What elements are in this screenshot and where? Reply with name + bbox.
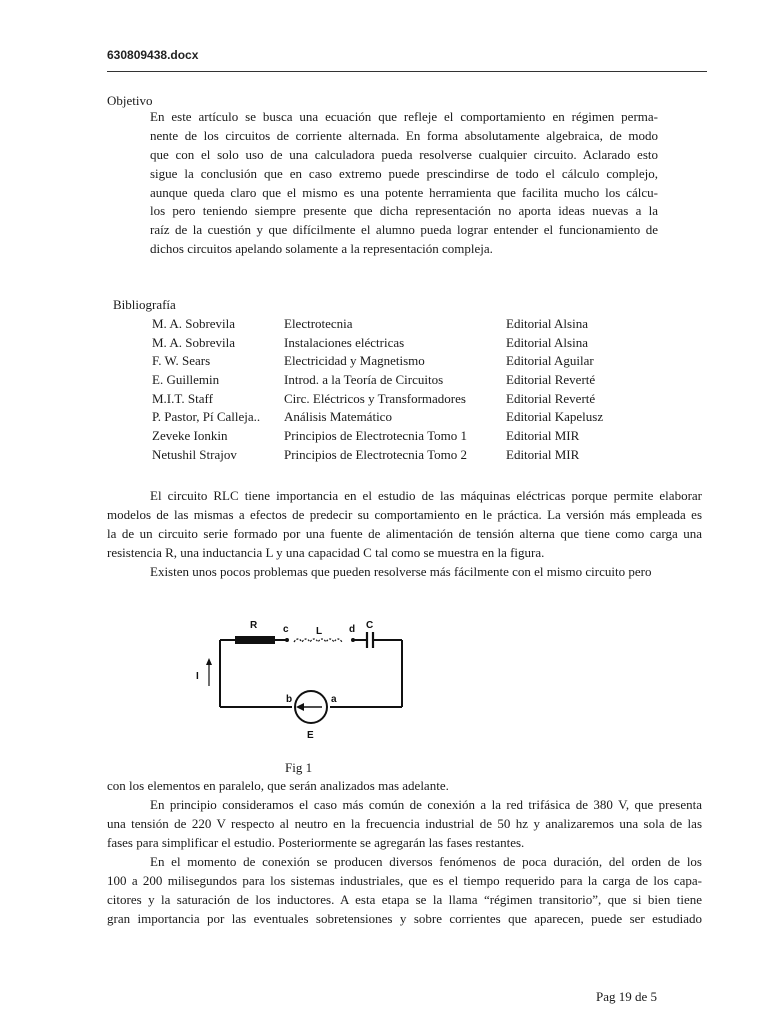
section-heading-bibliografia: Bibliografía (113, 297, 176, 312)
bib-title: Circ. Eléctricos y Transformadores (284, 390, 466, 406)
current-arrow-icon (206, 658, 212, 665)
inductor-symbol (294, 639, 342, 642)
label-I: I (196, 671, 199, 682)
bib-publisher: Editorial Reverté (506, 372, 596, 388)
text-line: con los elementos en paralelo, que serán analizados mas adelante. (107, 778, 449, 793)
document-filename: 630809438.docx (107, 48, 199, 62)
bib-author: M. A. Sobrevila (152, 334, 236, 350)
label-C: C (366, 620, 374, 631)
label-a: a (331, 694, 337, 705)
text-line: citores y la saturación de los inductores. A esta etapa se la llama “régimen transitorio”, que si bien tiene (107, 892, 702, 907)
bib-title: Instalaciones eléctricas (284, 334, 405, 350)
bib-publisher: Editorial Kapelusz (506, 409, 604, 425)
text-line: En principio consideramos el caso más común de conexión a la red trifásica de 380 V, que presenta (150, 797, 702, 812)
bib-author: M. A. Sobrevila (152, 316, 236, 331)
label-d: d (349, 624, 356, 635)
text-line: Existen unos pocos problemas que pueden resolverse más fácilmente con el mismo circuito pero (150, 564, 652, 579)
objetivo-paragraph (150, 108, 658, 259)
page-number: Pag 19 de 5 (596, 989, 658, 1004)
text-line: raíz de la cuestión y que difícilmente el alumno pueda lograr entender el funcionamiento de (150, 222, 658, 238)
bib-author: E. Guillemin (152, 372, 220, 388)
bib-publisher: Editorial MIR (506, 428, 580, 444)
text-line: En este artículo se busca una ecuación que refleje el comportamiento en régimen perma- (150, 109, 658, 124)
bib-publisher: Editorial Aguilar (506, 353, 594, 369)
bib-title: Electricidad y Magnetismo (284, 353, 425, 369)
figure-caption: Fig 1 (285, 760, 313, 775)
bib-publisher: Editorial Alsina (506, 316, 588, 331)
bib-title: Principios de Electrotecnia Tomo 1 (284, 428, 467, 444)
resistor-symbol (235, 636, 275, 644)
label-R: R (250, 620, 258, 631)
section-heading-objetivo: Objetivo (107, 93, 153, 108)
text-line: que con el solo uso de una calculadora pueda resolverse cualquier circuito. Aclarado esto (150, 146, 658, 162)
text-line: resistencia R, una inductancia L y una capacidad C tal como se muestra en la figura. (107, 545, 545, 560)
bib-author: M.I.T. Staff (152, 390, 213, 406)
bib-title: Análisis Matemático (284, 409, 392, 425)
text-line: En el momento de conexión se producen diversos fenómenos de poca duración, del orden de los (150, 854, 702, 869)
parallel-paragraph (107, 776, 702, 928)
text-line: nente de los circuitos de corriente alternada. En forma absolutamente algebraica, de modo (150, 127, 658, 143)
text-line: una tensión de 220 V respecto al neutro en la frecuencia industrial de 50 hz y analizaremos una sola de las (107, 816, 702, 831)
text-line: dichos circuitos apelando solamente a la representación compleja. (150, 241, 493, 257)
bib-author: Zeveke Ionkin (152, 428, 228, 444)
text-line: gran importancia por las eventuales sobretensiones y sobre corrientes que aparecen, puede ser estudiado (107, 911, 702, 926)
text-line: 100 a 200 milisegundos para los sistemas industriales, que es el tiempo requerido para la carga de los capa- (107, 873, 702, 888)
label-L: L (316, 626, 323, 637)
bib-title: Electrotecnia (284, 316, 353, 331)
bib-title: Principios de Electrotecnia Tomo 2 (284, 446, 467, 462)
rlc-intro-paragraph (107, 486, 702, 581)
text-line: la de un circuito serie formado por una fuente de alimentación de tensión alterna que tiene como carga una (107, 526, 702, 541)
rlc-circuit-diagram (190, 608, 430, 748)
bib-publisher: Editorial Reverté (506, 390, 596, 406)
label-c: c (283, 624, 289, 635)
text-line: fases para simplificar el estudio. Posteriormente se agregarán las fases restantes. (107, 835, 525, 850)
text-line: modelos de las mismas a efectos de predecir su comportamiento en le práctica. La versión más empleada es (107, 507, 702, 522)
label-b: b (286, 694, 293, 705)
label-E: E (307, 730, 314, 741)
header-divider (107, 71, 707, 72)
bib-publisher: Editorial MIR (506, 446, 580, 462)
text-line: sigue la conclusión que en caso extremo puede prescindirse de todo el cálculo complejo, (150, 165, 658, 181)
text-line: los pero teniendo siempre presente que dicha representación no aporta ideas nuevas a la (150, 203, 658, 219)
bib-title: Introd. a la Teoría de Circuitos (284, 372, 444, 388)
bib-author: P. Pastor, Pí Calleja.. (152, 409, 261, 425)
bib-author: Netushil Strajov (152, 446, 237, 462)
bib-publisher: Editorial Alsina (506, 334, 588, 350)
text-line: El circuito RLC tiene importancia en el estudio de las máquinas eléctricas porque permite elaborar (150, 488, 702, 503)
text-line: aunque queda claro que el mismo es una potente herramienta que facilita mucho los cálcu- (150, 184, 658, 200)
bib-author: F. W. Sears (152, 353, 211, 369)
